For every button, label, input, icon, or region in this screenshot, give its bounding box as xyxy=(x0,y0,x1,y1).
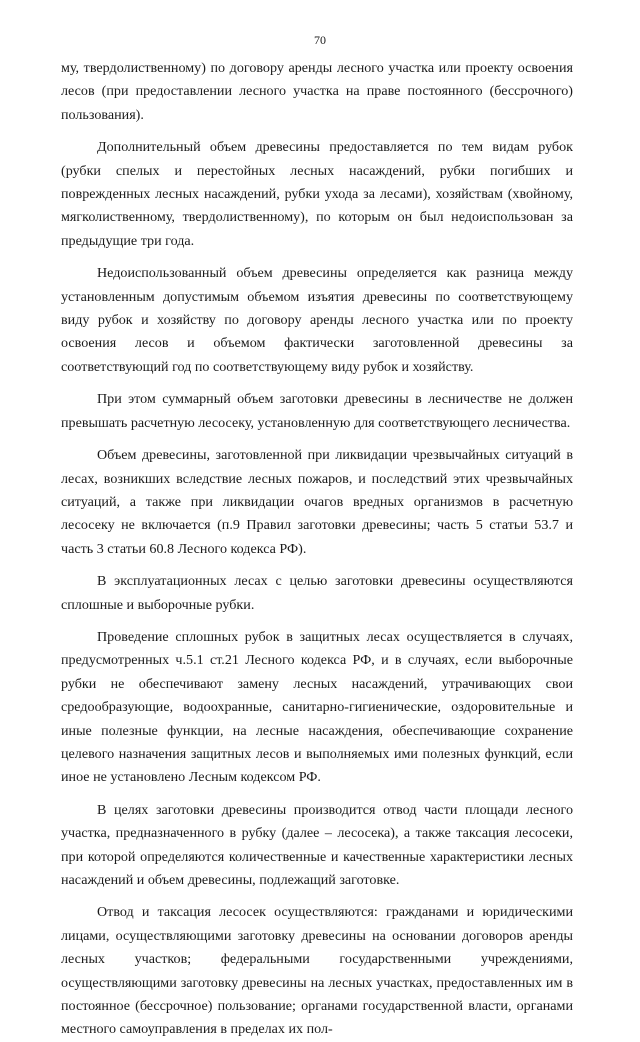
paragraph: Отвод и таксация лесосек осуществляются: гражданами и юридическими лицами, осуществляющими заготовку древесины на основании договоров аренды лесных участков; федеральными государственными учреждениями, осуществляющими заготовку древесины на лесных участках, предоставленных им в постоянное (бессрочное) пользование; органами государственной власти, органами местного самоуправления в пределах их пол- xyxy=(61,904,573,1038)
paragraph: Дополнительный объем древесины предоставляется по тем видам рубок (рубки спелых и перестойных лесных насаждений, рубки погибших и поврежденных лесных насаждений, рубки ухода за лесами), хозяйствам (хвойному, мягколиственному, твердолиственному), по которым он был недоиспользован за предыдущие три года. xyxy=(61,139,573,249)
paragraph: Объем древесины, заготовленной при ликвидации чрезвычайных ситуаций в лесах, возникших вследствие лесных пожаров, и последствий этих чрезвычайных ситуаций, а также при ликвидации очагов вредных организмов в расчетную лесосеку не включается (п.9 Правил заготовки древесины; часть 5 статьи 53.7 и часть 3 статьи 60.8 Лесного кодекса РФ). xyxy=(61,447,573,557)
paragraph: Недоиспользованный объем древесины определяется как разница между установленным допустимым объемом изъятия древесины по соответствующему виду рубок и хозяйству по договору аренды лесного участка или по проекту освоения лесов и объемом фактически заготовленной древесины за соответствующий год по соответствующему виду рубок и хозяйству. xyxy=(61,265,573,375)
paragraph: При этом суммарный объем заготовки древесины в лесничестве не должен превышать расчетную лесосеку, установленную для соответствующего лесничества. xyxy=(61,391,573,431)
paragraph: Проведение сплошных рубок в защитных лесах осуществляется в случаях, предусмотренных ч.5.1 ст.21 Лесного кодекса РФ, и в случаях, если выборочные рубки не обеспечивают замену лесных насаждений, утрачивающих свои средообразующие, водоохранные, санитарно-гигиенические, оздоровительные и иные полезные функции, на лесные насаждения, обеспечивающие сохранение целевого назначения защитных лесов и выполняемых ими полезных функций, если иное не установлено Лесным кодексом РФ. xyxy=(61,628,573,786)
paragraph: В целях заготовки древесины производится отвод части площади лесного участка, предназначенного в рубку (далее – лесосека), а также таксация лесосеки, при которой определяются количественные и качественные характеристики лесных насаждений и объем древесины, подлежащий заготовке. xyxy=(61,801,573,888)
body-text xyxy=(61,57,573,1042)
paragraph: В эксплуатационных лесах с целью заготовки древесины осуществляются сплошные и выборочные рубки. xyxy=(61,573,573,613)
page-number: 70 xyxy=(314,33,326,47)
paragraph-continued: му, твердолиственному) по договору аренды лесного участка или проекту освоения лесов (при предоставлении лесного участка на праве постоянного (бессрочного) пользования). xyxy=(61,60,573,123)
